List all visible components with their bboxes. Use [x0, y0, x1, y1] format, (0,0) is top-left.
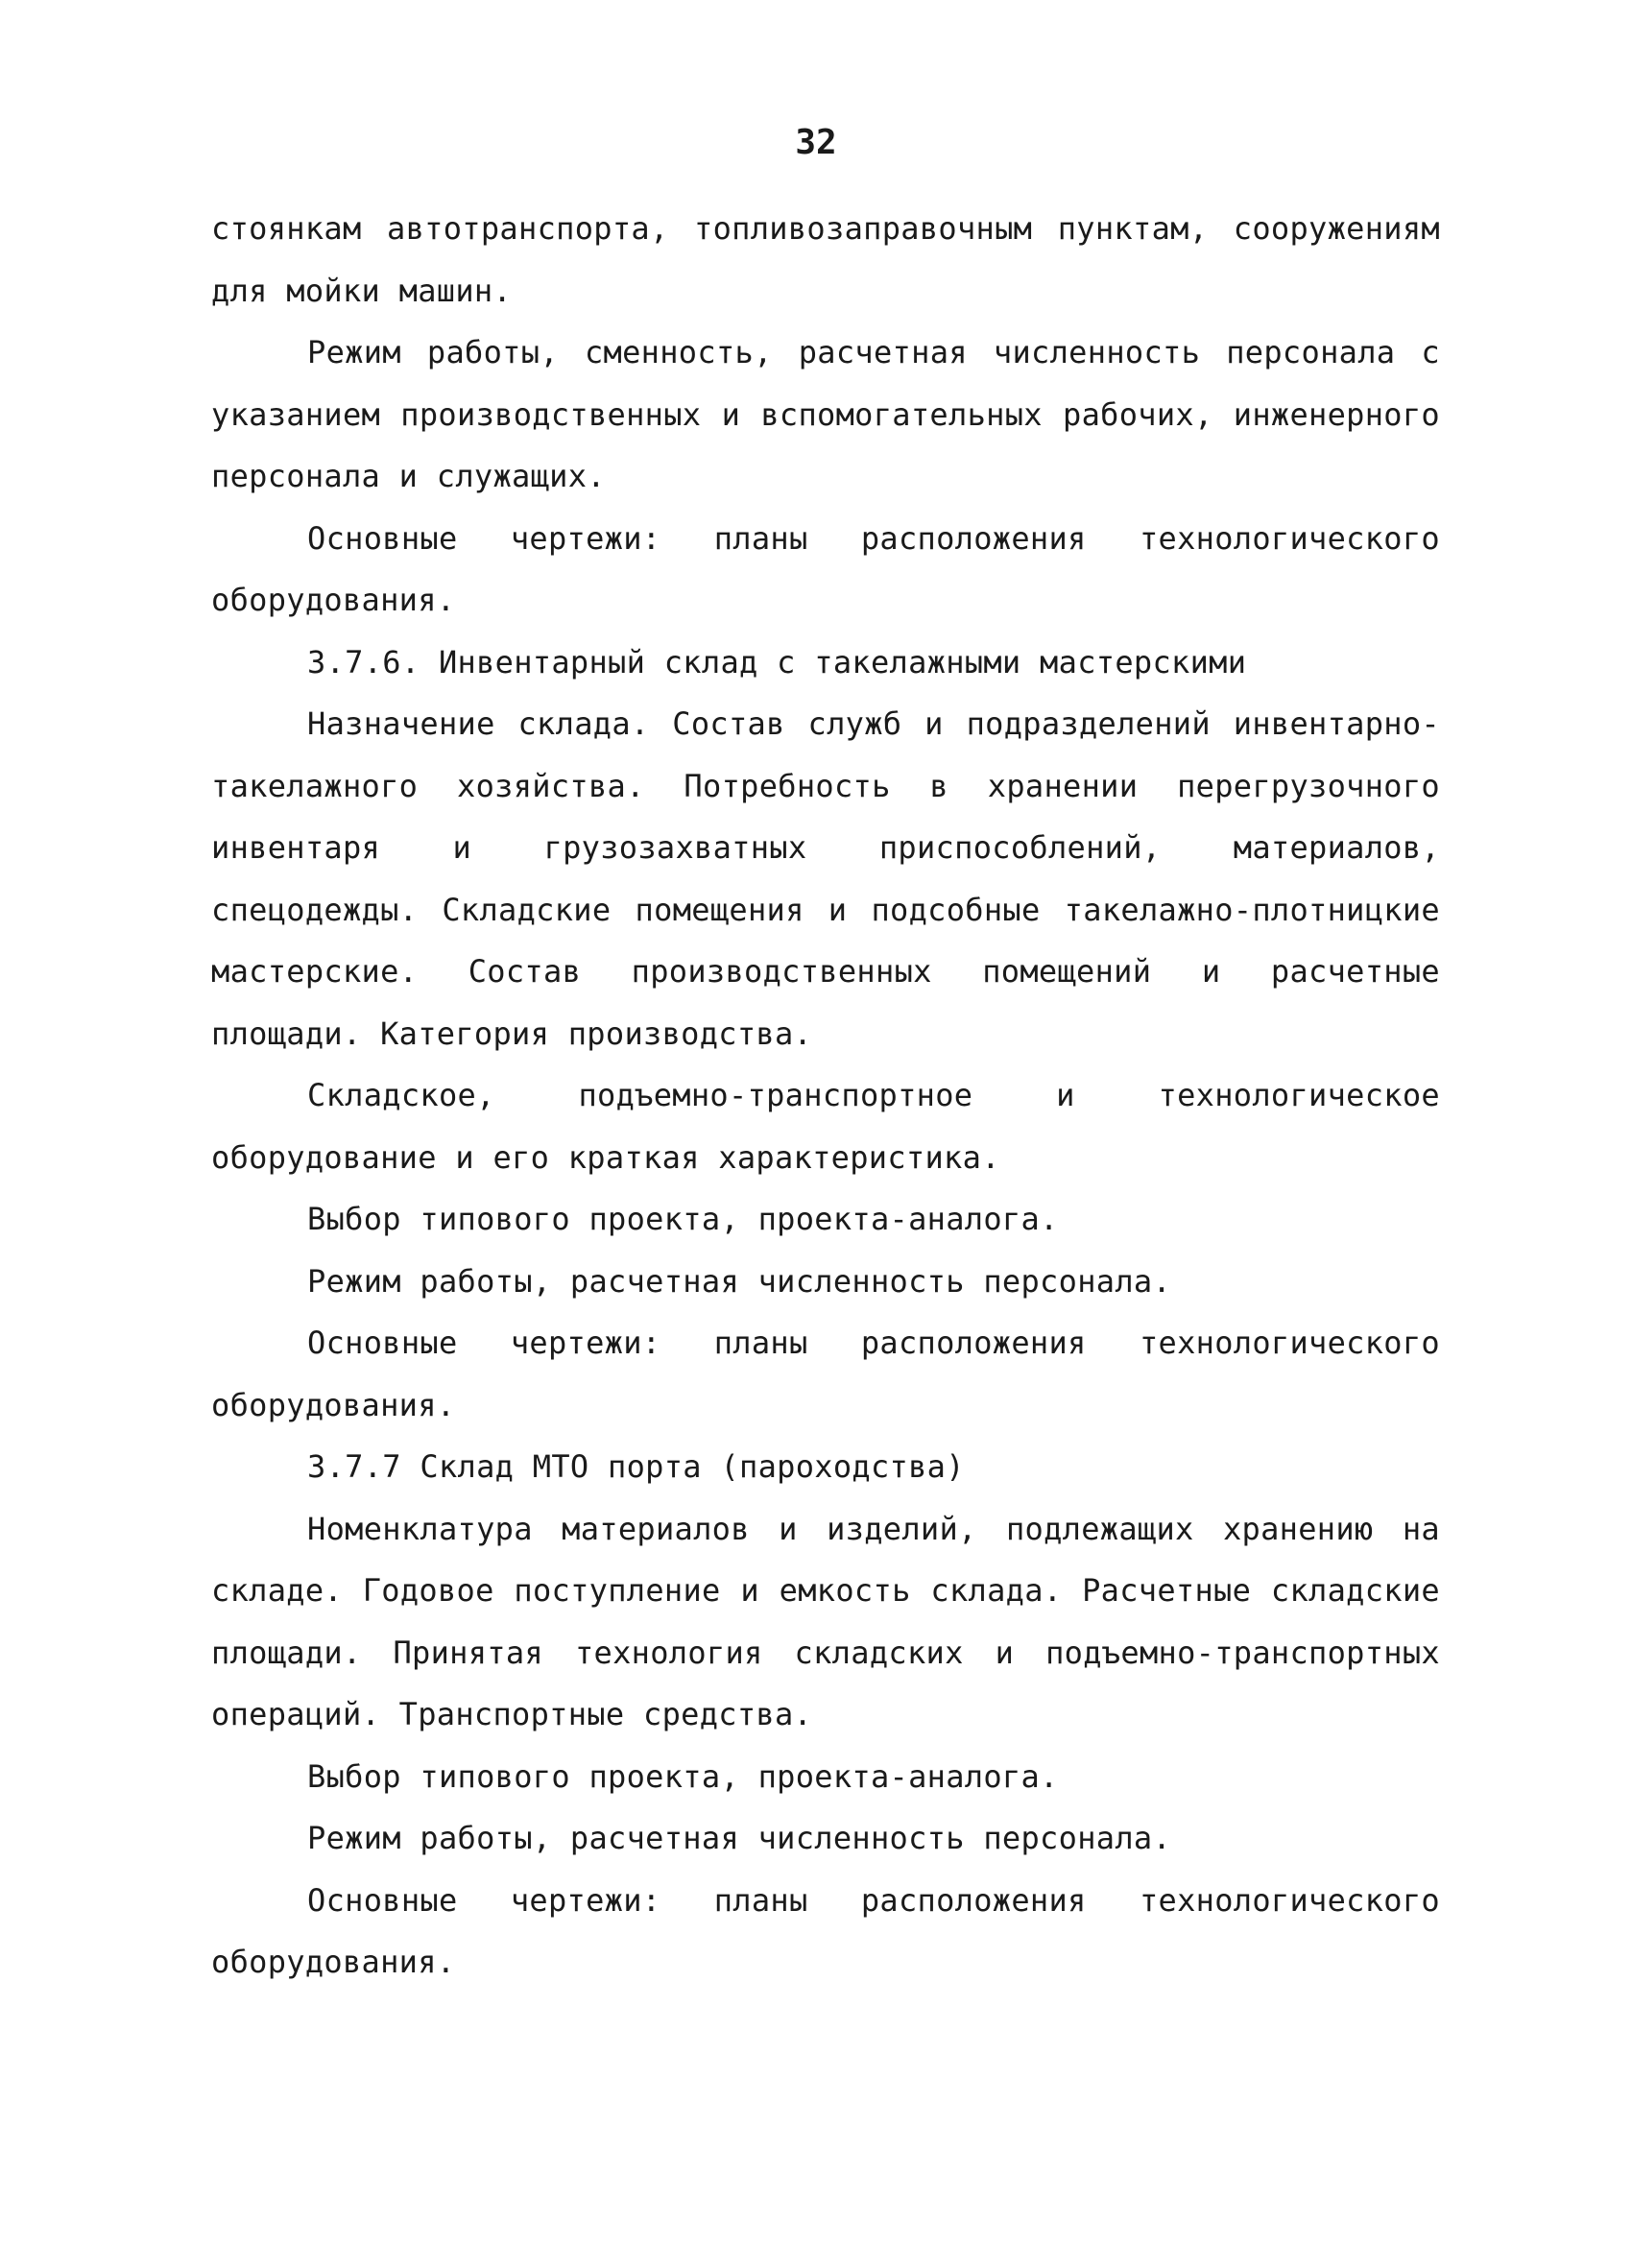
paragraph: Номенклатура материалов и изделий, подлежащих хранению на складе. Годовое поступление и емкость склада. Расчетные складские площади. Принятая технология складских и подъемно-транспортных операций. Транспортные средства. — [211, 1510, 1440, 1732]
paragraph: Режим работы, сменность, расчетная численность персонала с указанием производственных и вспомогательных рабочих, инженерного персонала и служащих. — [211, 334, 1440, 494]
paragraph: Назначение склада. Состав служб и подразделений инвентарно-такелажного хозяйства. Потребность в хранении перегрузочного инвентаря и грузозахватных приспособлений, материалов, спецодежды. Складские помещения и подсобные такелажно-плотницкие мастерские. Состав производственных помещений и расчетные площади. Категория производства. — [211, 705, 1440, 1052]
paragraph: Режим работы, расчетная численность персонала. — [307, 1820, 1172, 1856]
paragraph: Основные чертежи: планы расположения технологического оборудования. — [211, 1325, 1440, 1423]
paragraph: Выбор типового проекта, проекта-аналога. — [307, 1201, 1059, 1237]
paragraph-continuation: стоянкам автотранспорта, топливозаправочным пунктам, сооружениям для мойки машин. — [211, 210, 1440, 309]
section-heading-3-7-7: 3.7.7 Склад МТО порта (пароходства) — [307, 1448, 965, 1485]
paragraph: Режим работы, расчетная численность персонала. — [307, 1262, 1172, 1300]
section-heading-3-7-6: 3.7.6. Инвентарный склад с такелажными мастерскими — [307, 643, 1247, 680]
paragraph: Выбор типового проекта, проекта-аналога. — [307, 1757, 1059, 1795]
document-body — [211, 198, 1440, 1993]
paragraph: Основные чертежи: планы расположения технологического оборудования. — [211, 519, 1440, 618]
page-number: 32 — [795, 123, 837, 162]
paragraph: Складское, подъемно-транспортное и технологическое оборудование и его краткая характеристика. — [211, 1077, 1440, 1176]
paragraph: Основные чертежи: планы расположения технологического оборудования. — [211, 1881, 1440, 1980]
